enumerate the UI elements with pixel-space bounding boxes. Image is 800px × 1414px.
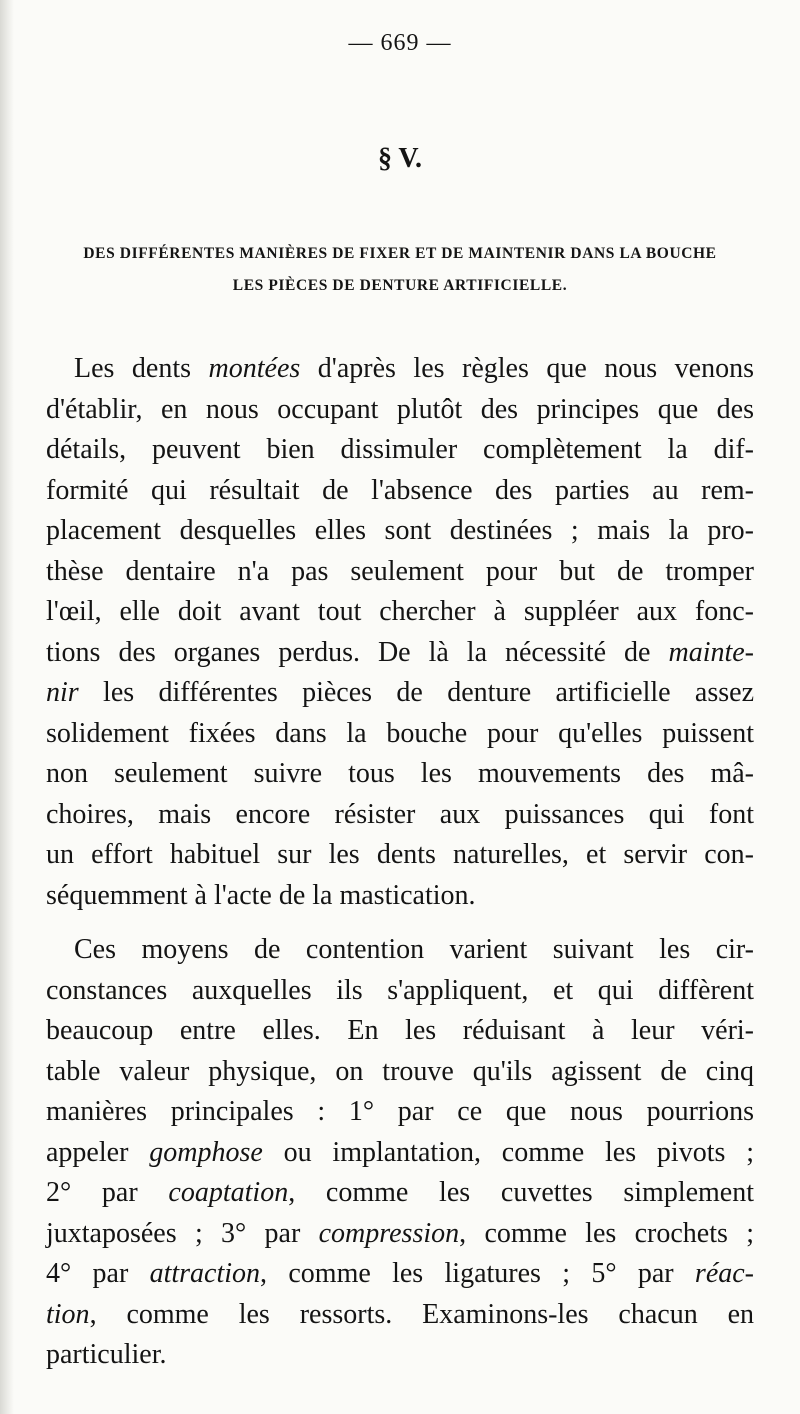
paragraph-1-line: placement desquelles elles sont destinées ; mais la pro-: [46, 515, 754, 546]
text-run: d'après les règles que nous venons: [300, 353, 755, 384]
paragraph-1-line: thèse dentaire n'a pas seulement pour but de tromper: [46, 555, 754, 587]
text-run: , comme les crochets ;: [459, 1217, 754, 1249]
section-title-line-1: DES DIFFÉRENTES MANIÈRES DE FIXER ET DE MAINTENIR DANS LA BOUCHE: [83, 245, 717, 262]
text-run: , comme les cuvettes simplement: [288, 1177, 755, 1208]
paragraph-1-line: séquemment à l'acte de la mastication.: [46, 879, 476, 911]
text-run: , comme les ligatures ; 5° par: [260, 1258, 695, 1289]
paragraph-2-line: [46, 1295, 754, 1336]
paragraph-2-line: beaucoup entre elles. En les réduisant à leur véri-: [46, 1015, 754, 1046]
paragraph-1-line: détails, peuvent bien dissimuler complètement la dif-: [46, 434, 754, 465]
paragraph-1-line: solidement fixées dans la bouche pour qu'elles puissent: [46, 717, 754, 749]
section-mark: § V.: [377, 143, 423, 174]
text-run: 2° par: [46, 1177, 169, 1208]
paragraph-1-line: l'œil, elle doit avant tout chercher à suppléer aux fonc-: [46, 596, 754, 627]
text-run: 4° par: [46, 1258, 150, 1289]
italic-term: compression: [318, 1217, 460, 1249]
section-title: [42, 238, 758, 302]
text-run: juxtaposées ; 3° par: [46, 1217, 319, 1249]
italic-term: montées: [208, 353, 301, 384]
page-number: — 669 —: [348, 30, 452, 56]
paragraph-1-line: [46, 673, 754, 714]
paragraph-2-line: [46, 1133, 754, 1174]
text-run: , comme les ressorts. Examinons-les chacun en: [89, 1298, 754, 1330]
section-title-line-2: LES PIÈCES DE DENTURE ARTIFICIELLE.: [232, 277, 568, 294]
paragraph-1-line: [46, 349, 754, 390]
text-run: tions des organes perdus. De là la nécessité de: [46, 636, 669, 668]
page-gutter-shadow: [0, 0, 14, 1414]
paragraph-gap: [46, 916, 754, 930]
paragraph-1-line: [46, 633, 754, 674]
paragraph-1-line: choires, mais encore résister aux puissances qui font: [46, 798, 754, 830]
paragraph-2-line: constances auxquelles ils s'appliquent, et qui diffèrent: [46, 974, 754, 1006]
paragraph-2-line: manières principales : 1° par ce que nous pourrions: [46, 1096, 754, 1127]
paragraph-2-line: [46, 1214, 754, 1255]
paragraph-2-line: [46, 1173, 754, 1214]
italic-term: gomphose: [149, 1136, 263, 1168]
text-run: appeler: [46, 1136, 150, 1168]
paragraph-1-line: formité qui résultait de l'absence des parties au rem-: [46, 474, 754, 506]
paragraph-1-line: un effort habituel sur les dents naturelles, et servir con-: [46, 839, 754, 870]
italic-term: attraction: [149, 1258, 261, 1289]
italic-term: coaptation: [168, 1177, 289, 1208]
text-run: ou implantation, comme les pivots ;: [262, 1136, 754, 1168]
text-run: Les dents: [74, 353, 209, 384]
italic-term: nir: [46, 677, 79, 708]
paragraph-2-line: particulier.: [46, 1339, 167, 1370]
paragraph-2-line: [46, 1254, 754, 1295]
paragraph-2-line: Ces moyens de contention varient suivant les cir-: [74, 934, 754, 965]
paragraph-1-line: non seulement suivre tous les mouvements des mâ-: [46, 758, 754, 789]
paragraph-1-line: d'établir, en nous occupant plutôt des principes que des: [46, 393, 754, 425]
italic-term: mainte-: [668, 636, 754, 668]
body-text: [46, 349, 754, 1376]
text-run: les différentes pièces de denture artificielle assez: [78, 677, 754, 708]
italic-term: réac-: [694, 1258, 754, 1289]
paragraph-2-line: table valeur physique, on trouve qu'ils agissent de cinq: [46, 1055, 754, 1087]
italic-term: tion: [46, 1298, 90, 1330]
